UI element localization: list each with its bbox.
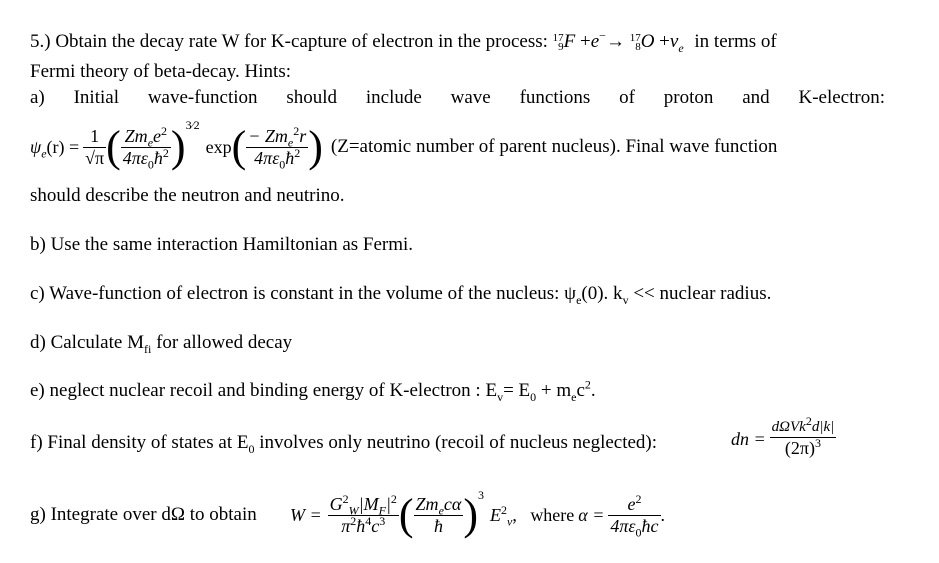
problem-intro: 5.) Obtain the decay rate W for K-capture of electron in the process: [30,31,548,52]
hint-g: g) Integrate over dΩ to obtain [30,504,257,525]
decay-rate-formula: W = $\frac{G^2_W|M_F|^2}{\pi^2ħ^4c^3}$ ( $\frac{Zm_ec\alpha}{ħ}$ ) 3 $E^2_v$ , where α = $\frac{e^2}{4\pi\varepsilon_0ħc}$ . [290,488,666,540]
hint-e: e) neglect nuclear recoil and binding energy of K-electron : $E_v= E_0 + m_ec^2$. [30,377,596,404]
wave-function-formula: $\psi_e(r)$ = $\frac{1}{√\pi}$ ( $\frac{Zm_ee^2}{4\pi\varepsilon_0ħ^2}$ ) 3⁄2 exp ( $\frac{- Zm_e^2r}{4\pi\varepsilon_0ħ^2}$ ) (Z=atomic number of parent nucleus). Final wave function [30,118,778,172]
hint-c: c) Wave-function of electron is constant in the volume of the nucleus: $\psi_e(0)$. $k_v$ << nuclear radius. [30,283,772,307]
hint-b: b) Use the same interaction Hamiltonian as Fermi. [30,234,414,255]
hint-a-header: a) Initial wave-function should include wave functions of proton and K-electron: [30,87,885,108]
problem-statement-line-2: Fermi theory of beta-decay. Hints: [30,61,291,82]
frac-z-me-e2: $\frac{Zm_ee^2}{4\pi\varepsilon_0ħ^2}$ [122,123,169,172]
hint-a-end: should describe the neutron and neutrino. [30,185,345,206]
exponent-three-halves: 3⁄2 [185,118,200,132]
hint-f: f) Final density of states at $E_0$ involves only neutrino (recoil of nucleus neglected): [30,432,658,456]
hint-d: d) Calculate $M_{fi}$ for allowed decay [30,332,293,356]
frac-minus-z-me2-r: $\frac{- Zm_e^2r}{4\pi\varepsilon_0ħ^2}$ [248,123,307,172]
frac-one-over-sqrt-pi: $\frac{1}{√\pi}$ [85,125,105,168]
exp-function: exp [205,136,232,157]
hint-a-tail: (Z=atomic number of parent nucleus). Final wave function [330,136,778,157]
problem-statement-line-1 [30,28,777,55]
reaction-equation: 17 9 F +e−→ 17 8 $O +v_e$ [552,28,684,55]
density-of-states-formula: dn = $\frac{d\Omega Vk^2d|k|}{(2\pi)^3}$ [731,414,835,458]
problem-intro-tail: in terms of [694,31,777,52]
